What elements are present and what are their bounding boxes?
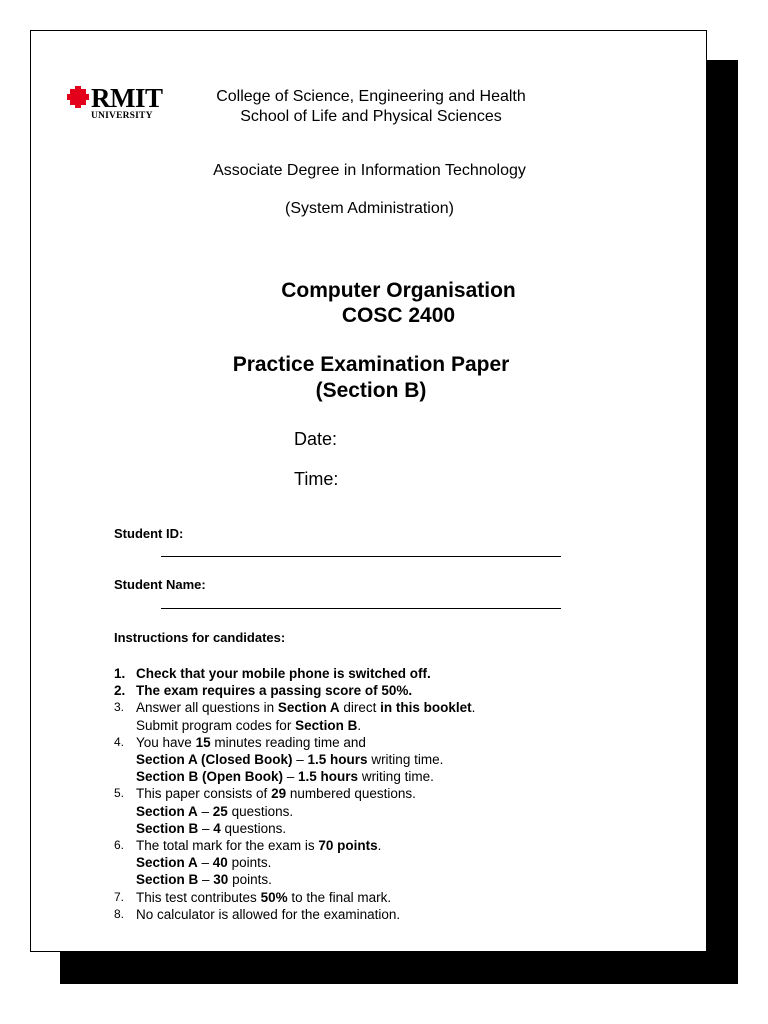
date-label: Date: [294,429,338,449]
instruction-item: 7. This test contributes 50% to the final mark. [114,889,392,905]
instruction-item: 5. This paper consists of 29 numbered questions. Section A – 25 questions. Section B – 4 questions. [114,786,416,836]
student-name-line[interactable] [161,608,561,609]
exam-title: Practice Examination Paper [232,353,510,376]
specialisation: (System Administration) [285,200,454,217]
college-name: College of Science, Engineering and Health [216,88,526,105]
school-name: School of Life and Physical Sciences [240,108,502,125]
logo-name: RMIT [91,83,163,113]
instruction-item: 4. You have 15 minutes reading time and Section A (Closed Book) – 1.5 hours writing time. Section B (Open Book) – 1.5 hours writing time. [114,734,444,785]
rmit-pixel-icon [67,86,89,108]
instruction-item: 6. The total mark for the exam is 70 points. Section A – 40 points. Section B – 30 points. [114,838,382,888]
student-id-line[interactable] [161,556,561,557]
logo-subtitle: UNIVERSITY [91,111,153,121]
instructions-title: Instructions for candidates: [114,630,286,645]
rmit-logo [67,83,172,123]
student-id-label: Student ID: [114,526,184,541]
student-name-label: Student Name: [114,577,206,592]
instruction-item: 3. Answer all questions in Section A direct in this booklet. Submit program codes for Section B. [114,700,476,733]
course-block [241,278,556,328]
degree-title: Associate Degree in Information Technology [213,162,526,179]
college-header [181,87,561,127]
instruction-item: 2. The exam requires a passing score of 50%. [114,683,413,699]
time-label: Time: [294,469,339,489]
exam-section: (Section B) [315,379,427,402]
exam-cover-page [30,30,707,952]
course-name: Computer Organisation [281,279,516,302]
exam-block [211,352,531,404]
instruction-item: 1. Check that your mobile phone is switched off. [114,666,431,681]
instruction-item: 8. No calculator is allowed for the examination. [114,906,401,922]
course-code: COSC 2400 [341,304,456,327]
instructions-list [114,665,674,923]
